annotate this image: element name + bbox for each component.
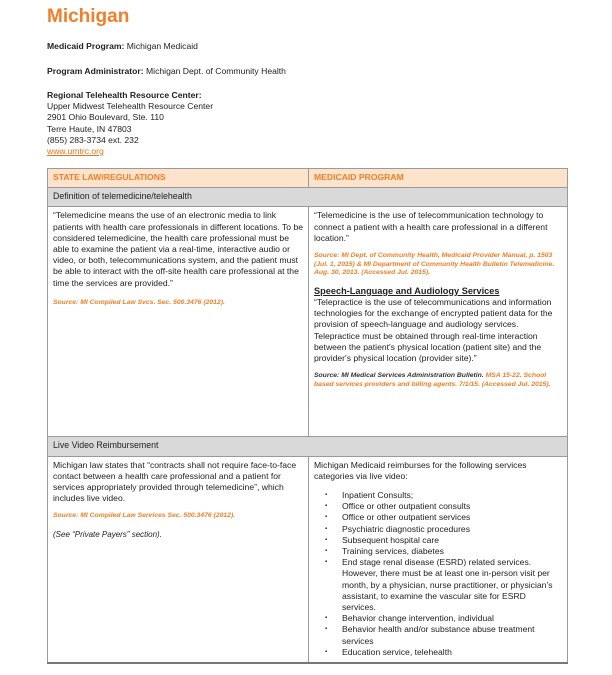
- program-admin-line: [47, 66, 286, 77]
- state-law-source: Source: MI Compiled Law Services Sec. 500.3476 (2012).: [53, 512, 236, 520]
- table-row: [48, 456, 568, 663]
- source-dark-part: Source: MI Medical Services Administration Bulletin.: [314, 372, 484, 380]
- state-law-cell: [48, 456, 309, 663]
- medicaid-program-label: Medicaid Program:: [47, 41, 125, 51]
- section-title-definition: Definition of telemedicine/telehealth: [48, 188, 568, 207]
- services-list: [314, 490, 562, 658]
- section-title-live-video: Live Video Reimbursement: [48, 437, 568, 456]
- header-state-law: STATE LAW/REGULATIONS: [48, 169, 309, 188]
- medicaid-program-value: Michigan Medicaid: [126, 41, 198, 51]
- list-item: ▪ Office or other outpatient consults: [342, 501, 562, 512]
- list-item: ▪ Behavior change intervention, individual: [342, 613, 562, 624]
- speech-language-subhead: Speech-Language and Audiology Services: [314, 285, 500, 296]
- speech-language-source: [314, 372, 562, 389]
- medicaid-cell: [309, 456, 568, 663]
- list-item: ▪ Psychiatric diagnostic procedures: [342, 524, 562, 535]
- table-header-row: [48, 169, 568, 188]
- list-item: ▪ Education service, telehealth: [342, 647, 562, 658]
- medicaid-text: “Telemedicine is the use of telecommunication technology to connect a patient with a health care professional in a different location.”: [314, 210, 548, 243]
- policy-table: [47, 168, 568, 664]
- private-payers-note: (See “Private Payers” section).: [53, 530, 162, 540]
- trc-line: (855) 283-3734 ext. 232: [47, 134, 139, 145]
- list-item: ▪ End stage renal disease (ESRD) related services. However, there must be at least one in-person visit per month, by a physician, nurse practitioner, or physician’s assistant, to examine the vascular site for ESRD services.: [342, 557, 562, 613]
- section-row: [48, 188, 568, 207]
- trc-label: Regional Telehealth Resource Center:: [47, 90, 202, 100]
- medicaid-program-line: [47, 41, 198, 52]
- trc-line: Terre Haute, IN 47803: [47, 123, 132, 134]
- program-admin-label: Program Administrator:: [47, 66, 144, 76]
- medicaid-cell: [309, 207, 568, 437]
- trc-line: Upper Midwest Telehealth Resource Center: [47, 101, 214, 112]
- page-title: Michigan: [47, 6, 130, 27]
- trc-website-link[interactable]: www.umtrc.org: [47, 146, 104, 157]
- medicaid-source: Source: MI Dept. of Community Health, Medicaid Provider Manual, p. 1503 (Jul. 1, 2015) & MI Department of Community Health Bulletin Telemedicine. Aug. 30, 2013. (Accessed Jul. 2015).: [314, 252, 555, 277]
- program-admin-value: Michigan Dept. of Community Health: [146, 66, 286, 76]
- table-row: [48, 207, 568, 437]
- trc-line: 2901 Ohio Boulevard, Ste. 110: [47, 112, 164, 123]
- resource-center-block: [47, 90, 213, 157]
- list-item: ▪ Office or other outpatient services: [342, 512, 562, 523]
- state-law-cell: [48, 207, 309, 437]
- section-row: [48, 437, 568, 456]
- medicaid-text: Michigan Medicaid reimburses for the following services categories via live video:: [314, 459, 527, 481]
- speech-language-text: “Telepractice is the use of telecommunications and information technologies for the exchange of encrypted patient data for the provision of speech-language and audiology services. Telepractice must be obtained through real-time interaction between the patient's physical location (patient site) and the provider's physical location (provider site).”: [314, 297, 553, 364]
- state-law-source: Source: MI Compiled Law Svcs. Sec. 500.3476 (2012).: [53, 298, 225, 306]
- header-medicaid-program: MEDICAID PROGRAM: [309, 169, 568, 188]
- state-law-text: Michigan law states that “contracts shall not require face-to-face contact between a health care professional and a patient for services appropriately provided through telemedicine”, which includes live video.: [53, 459, 297, 504]
- source-orange-part: MSA 15-22. School based services providers and billing agents. 7/1/15. (Accessed Jul. 2015).: [314, 372, 551, 388]
- list-item: ▪ Training services, diabetes: [342, 546, 562, 557]
- list-item: ▪ Subsequent hospital care: [342, 535, 562, 546]
- list-item: ▪ Behavior health and/or substance abuse treatment services: [342, 624, 562, 646]
- list-item: ▪ Inpatient Consults;: [342, 490, 562, 501]
- state-law-text: “Telemedicine means the use of an electronic media to link patients with health care professionals in different locations. To be considered telemedicine, the health care professional must be able to examine the patient via a real-time, interactive audio or video, or both, telecommunications system, and the patient must be able to interact with the off-site health care professional at the time the services are provided.”: [53, 210, 304, 288]
